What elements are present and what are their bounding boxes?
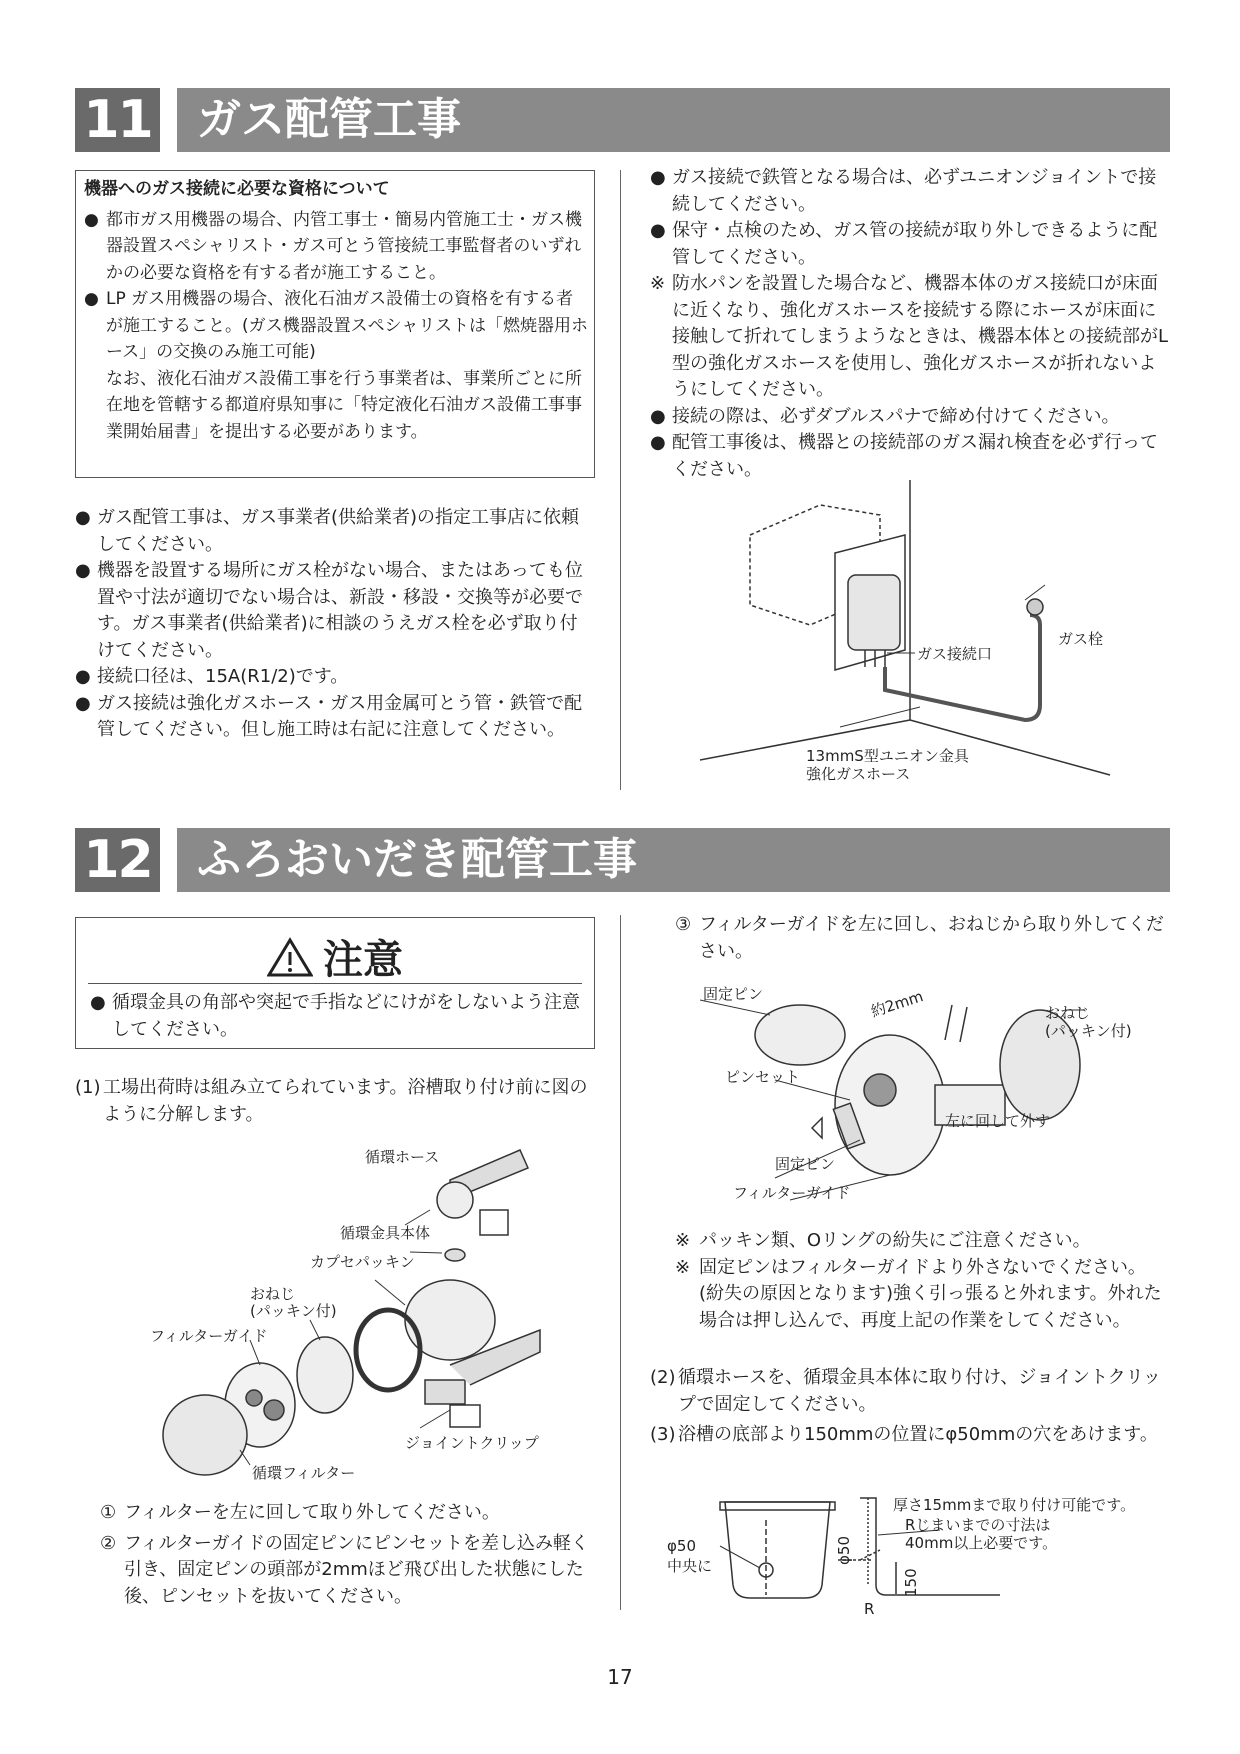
box-bullet-city-gas <box>84 207 589 287</box>
r-dim-note-1: Rじまいまでの寸法は <box>905 1516 1051 1534</box>
caution-divider <box>88 983 582 984</box>
section-number: 12 <box>75 828 160 892</box>
nut-label: おねじ <box>250 1285 296 1303</box>
nut-label: おねじ <box>1045 1004 1091 1022</box>
thickness-note: 厚さ15mmまで取り付け可能です。 <box>893 1496 1136 1514</box>
r-label: R <box>864 1600 875 1618</box>
nut-label-2: (パッキン付) <box>250 1302 337 1320</box>
sec11-right-list <box>650 165 1170 483</box>
column-divider <box>620 915 621 1610</box>
note-text: パッキン類、Oリングの紛失にご注意ください。 <box>699 1230 1091 1251</box>
dim-line-1 <box>945 1005 952 1040</box>
sub-steps-1-2 <box>100 1500 595 1610</box>
bullet-icon: ● <box>90 992 106 1013</box>
box-bullet-lp-gas <box>84 286 589 366</box>
dim-line-2 <box>960 1007 967 1042</box>
union-label: 13mmS型ユニオン金具 <box>806 747 969 765</box>
page-number: 17 <box>607 1665 633 1689</box>
step-number: ③ <box>675 914 692 935</box>
arrow-icon <box>812 1118 822 1138</box>
gas-valve-shape <box>1027 599 1043 615</box>
packing-ring <box>356 1310 420 1390</box>
list-item <box>75 558 595 664</box>
gas-hose <box>885 615 1040 720</box>
caution-item <box>90 990 582 1043</box>
note-text: 防水パンを設置した場合など、機器本体のガス接続口が床面に近くなり、強化ガスホースを接続する際にホースが床面に接触して折れてしまうようなときは、機器本体との接続部がL型の強化ガスホースを使用し、強化ガスホースが折れないようにしてください。 <box>672 273 1169 400</box>
step-3 <box>650 1422 1170 1449</box>
dim-label: 約2mm <box>868 987 926 1021</box>
section-12-header <box>75 828 1170 892</box>
gas-port-label: ガス接続口 <box>917 645 993 663</box>
note-item <box>675 1255 1170 1335</box>
sub-step-3 <box>675 912 1170 965</box>
hose-label: 循環ホース <box>365 1148 440 1166</box>
step-2 <box>650 1365 1170 1418</box>
list-item <box>75 505 595 558</box>
guide-label: フィルターガイド <box>150 1327 268 1345</box>
sub-step-2 <box>100 1531 595 1611</box>
list-text: ガス接続は強化ガスホース・ガス用金属可とう管・鉄管で配管してください。但し施工時は右記に注意してください。 <box>97 692 583 740</box>
pin-detail-shape <box>755 1005 845 1065</box>
warning-icon <box>267 937 313 987</box>
phi50-label: φ50 <box>667 1537 696 1555</box>
step-text: フィルターガイドの固定ピンにピンセットを差し込み軽く引き、固定ピンの頭部が2mmほど飛び出した状態にした後、ピンセットを抜いてください。 <box>124 1532 589 1607</box>
sec11-left-list <box>75 505 595 744</box>
clip-shape-top <box>480 1210 508 1235</box>
sub-step-1 <box>100 1500 595 1527</box>
turn-label: 左に回して外す <box>945 1112 1051 1130</box>
gas-valve-label: ガス栓 <box>1058 630 1104 648</box>
section-number: 11 <box>75 88 160 152</box>
step-1-text-wrap <box>75 1075 595 1128</box>
list-text: 配管工事後は、機器との接続部のガス漏れ検査を必ず行ってください。 <box>672 432 1158 480</box>
qualification-content <box>84 176 589 445</box>
steps-2-3 <box>650 1365 1170 1449</box>
notes <box>675 1228 1170 1334</box>
step-number: (2) <box>650 1367 676 1388</box>
note-text: 固定ピンはフィルターガイドより外さないでください。(紛失の原因となります)強く引っ張ると外れます。外れた場合は押し込んで、再度上記の作業をしてください。 <box>699 1256 1162 1331</box>
bullet-icon: ● <box>75 507 91 528</box>
note-item <box>675 1228 1170 1255</box>
filter-label: 循環フィルター <box>252 1464 356 1482</box>
bathtub-shape <box>725 1502 830 1598</box>
bullet-icon: ● <box>75 666 91 687</box>
box-note: なお、液化石油ガス設備工事を行う事業者は、事業所ごとに所在地を管轄する都道府県知事に「特定液化石油ガス設備工事事業開始届書」を提出する必要があります。 <box>106 368 582 442</box>
section-title: ふろおいだき配管工事 <box>177 828 1170 892</box>
list-item <box>650 404 1170 431</box>
caution-heading <box>76 928 594 987</box>
pin-bottom-label: 固定ピン <box>775 1155 836 1173</box>
lower-fitting <box>425 1380 465 1404</box>
bullet-text: 都市ガス用機器の場合、内管工事士・簡易内管施工士・ガス機器設置スペシャリスト・ガス可とう管接続工事監督者のいずれかの必要な資格を有する者が施工すること。 <box>106 209 582 283</box>
list-text: 機器を設置する場所にガス栓がない場合、またはあっても位置や寸法が適切でない場合は、新設・移設・交換等が必要です。ガス事業者(供給業者)に相談のうえガス栓を必ず取り付けてください。 <box>97 560 583 661</box>
nut-label-2: (パッキン付) <box>1045 1022 1132 1040</box>
clip-label: ジョイントクリップ <box>405 1434 539 1452</box>
clip-shape-bottom <box>450 1405 480 1427</box>
step-1 <box>75 1075 595 1128</box>
step-text: 浴槽の底部より150mmの位置にφ50mmの穴をあけます。 <box>678 1424 1158 1445</box>
nut-shape <box>297 1337 353 1413</box>
elbow-shape <box>437 1182 473 1218</box>
center-label: 中央に <box>667 1557 713 1575</box>
box-title: 機器へのガス接続に必要な資格について <box>84 179 390 199</box>
list-item <box>75 664 595 691</box>
step-text: フィルターガイドを左に回し、おねじから取り外してください。 <box>699 914 1164 962</box>
body-label: 循環金具本体 <box>340 1224 431 1242</box>
step-number: (1) <box>75 1077 101 1098</box>
bullet-text: LP ガス用機器の場合、液化石油ガス設備士の資格を有する者が施工すること。(ガス機器設置スペシャリストは「燃焼器用ホース」の交換のみ施工可能) <box>106 289 588 362</box>
note-icon: ※ <box>675 1256 691 1278</box>
step-number: ① <box>100 1502 117 1523</box>
bullet-icon: ● <box>650 220 666 241</box>
sub-step-3-wrap <box>675 912 1170 965</box>
pin-top-label: 固定ピン <box>703 985 764 1003</box>
guide-label: フィルターガイド <box>733 1184 851 1202</box>
list-item <box>650 165 1170 218</box>
step-number: (3) <box>650 1424 676 1445</box>
caution-title: 注意 <box>323 937 403 983</box>
bullet-icon: ● <box>75 692 91 714</box>
step-text: フィルターを左に回して取り外してください。 <box>124 1502 500 1523</box>
column-divider <box>620 170 621 790</box>
list-text: ガス接続で鉄管となる場合は、必ずユニオンジョイントで接続してください。 <box>672 167 1157 215</box>
note-item <box>650 271 1170 404</box>
disassembly-figure <box>150 1140 580 1480</box>
bullet-icon: ● <box>650 405 666 427</box>
bullet-icon: ● <box>650 167 666 188</box>
section-title: ガス配管工事 <box>177 88 1170 152</box>
r-dim-note-2: 40mm以上必要です。 <box>905 1534 1058 1552</box>
list-item <box>75 691 595 744</box>
phi50-vertical-label: φ50 <box>835 1536 853 1565</box>
list-text: ガス配管工事は、ガス事業者(供給業者)の指定工事店に依頼してください。 <box>97 507 580 555</box>
step-text: 循環ホースを、循環金具本体に取り付け、ジョイントクリップで固定してください。 <box>678 1367 1161 1415</box>
bullet-icon: ● <box>84 289 99 309</box>
caution-text: 循環金具の角部や突起で手指などにけがをしないよう注意してください。 <box>112 992 580 1040</box>
list-text: 接続の際は、必ずダブルスパナで締め付けてください。 <box>672 405 1120 427</box>
packing-label: カプセパッキン <box>310 1253 415 1271</box>
note-icon: ※ <box>675 1230 691 1251</box>
step-number: ② <box>100 1532 117 1554</box>
list-text: 保守・点検のため、ガス管の接続が取り外しできるように配管してください。 <box>672 220 1158 268</box>
note-icon: ※ <box>650 273 666 294</box>
bullet-icon: ● <box>650 432 666 453</box>
heater-unit <box>848 575 900 650</box>
step-text: 工場出荷時は組み立てられています。浴槽取り付け前に図のように分解します。 <box>103 1077 588 1125</box>
list-text: 接続口径は、15A(R1/2)です。 <box>97 666 349 687</box>
tweezers-label: ピンセット <box>725 1068 801 1086</box>
bullet-icon: ● <box>75 560 91 581</box>
bullet-icon: ● <box>84 209 99 230</box>
dim-150-label: 150 <box>902 1568 920 1597</box>
filter-shape <box>163 1395 247 1475</box>
list-item <box>650 218 1170 271</box>
hose-label: 強化ガスホース <box>806 765 911 783</box>
caution-box <box>75 917 595 1049</box>
section-11-header <box>75 88 1170 152</box>
